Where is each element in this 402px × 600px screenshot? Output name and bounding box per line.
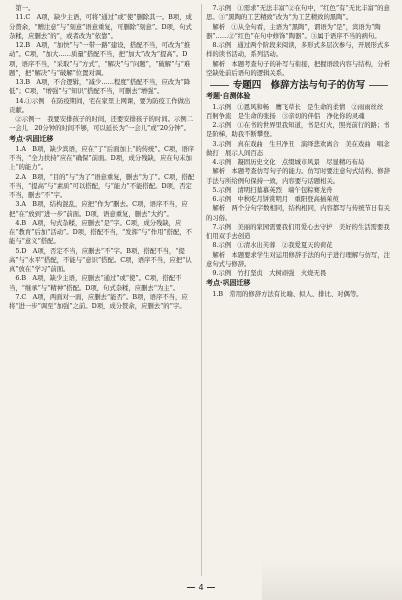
answer-paragraph: 6.B A项，缺少主语，应删去“通过”或“使”。C项，搭配不当，“继承”与“精神”搭配。D项，句式杂糅，应删去“为主”。 [9, 274, 182, 292]
answer-paragraph: 7.C A项，两面对一面，应删去“能否”。B项，语序不当，应将“进一步”调至“加强”之前。D项，成分赘余，应删去“的”字。 [9, 292, 188, 310]
answer-paragraph: 第一。 [15, 4, 35, 12]
answer-paragraph: 14.①示例 在防疫期间，宅在家里上网课，要为防疫工作做出贡献。 [9, 96, 191, 114]
answer-paragraph: 3.A B项，结构混乱，应把“作为”删去。C项，语序不当，应把“在”放到“进一步”前面。D项，语意重复，删去“大约”。 [9, 200, 188, 218]
answer-paragraph: 2.A B项，“目的”与“为了”语意重复，删去“为了”。C项，搭配不当，“提高”与“素质”可以搭配，与“能力”不能搭配。D项，否定不当，删去“不”字。 [9, 172, 195, 199]
answer-paragraph: 7.示例 ①需求”无法丰富”②在句中，“红色”有“无比丰富”的意思。③“黑陶的工艺精致”改为“为工艺精致的黑陶”。 [206, 4, 390, 22]
answer-paragraph: 1.B 常用的修辞方法有比喻、拟人、排比、对偶等。 [212, 289, 363, 298]
answer-paragraph: 5.示例 清明扫墓慕英烈 端午包粽赛龙舟 [212, 185, 333, 194]
page-number-dash-right [207, 587, 215, 588]
answer-paragraph: 解析 本题考查仿写句子的能力。仿写时要注意句式结构、修辞手法与所给例句保持一致，内容要与话题相关。 [206, 167, 390, 185]
chapter-title: 专题四 修辞方法与句子的仿写 [232, 80, 366, 91]
answer-paragraph: 9.示例 竹打坚贞 大树顽强 火烧无畏 [212, 269, 327, 277]
answer-paragraph: 解析 两个分句字数相同，结构相同，内容都写与传统节日有关的习俗。 [206, 204, 390, 222]
answer-paragraph: 解析 本题考查句子的补写与衔接，把握语段内容与结构，分析空缺处前后语句的逻辑关系。 [206, 59, 390, 77]
page-shadow [262, 560, 402, 600]
answer-paragraph: 2.示例 ①在书的世界里我知道，书是灯火，照亮前行的路；书是阶梯，助我不断攀登。 [206, 121, 390, 139]
answer-paragraph: 8.示例 ①清水出芙蓉 ②我爱夏天的荷花 [212, 241, 333, 250]
answer-paragraph: 12.B A项，“加快”与“一带一路”建设，搭配不当，可改为“推动”。C项，“加大……质量”搭配不当，把“加大”改为“提高”。D项，语序不当，“采取”与“方式”，“解决”与“问题”，“破解”与“难题”，把“解决”与“破解”位置对调。 [9, 41, 191, 77]
answer-paragraph: 11.C A项，缺少主语，可将“通过”或“使”删除其一。B项，成分赘余，“赠注意”与“刻意”语意重复，可删除“刻意”。D项，句式杂糅，应删去“的”，或者改为“依靠”。 [9, 13, 192, 40]
chapter-rule [369, 85, 388, 86]
chapter-heading [206, 81, 392, 90]
section-heading: 考点·巩固迁移 [206, 279, 251, 288]
section-heading: 考点·巩固迁移 [9, 134, 54, 143]
answer-paragraph: ②示例一 我要安排孩子的时间，还要安排孩子的时间。示例二 一会儿 20分钟的时间不够，可以延长为“一会儿”或“20分钟”。 [9, 115, 200, 133]
answer-paragraph: 5.D A项，否定不当，应删去“不”字。B项，搭配不当，“提高”与“水平”搭配，不能与“意识”搭配。C项，语序不当，应把“认真”放在“学习”前面。 [9, 246, 192, 273]
answer-paragraph: 解析 本题要求学生对运用修辞手法的句子进行理解与仿写，注意句式与修辞。 [206, 250, 390, 268]
page-number-dash-left [187, 587, 195, 588]
answer-paragraph: 6.示例 中秋吃月饼赏明月 重阳登高插茱萸 [212, 195, 339, 203]
answer-paragraph: 4.示例 凝固历史文化 点缀城市风景 尽显精巧布局 [212, 158, 365, 166]
left-column [9, 4, 200, 576]
answer-paragraph: 解析 ①从全句看，主语为“黑陶”，谓语为“是”，宾语为“陶器”……②“红色”在句中修饰“陶器”。③属于语序不当的病句。 [206, 22, 381, 40]
section-heading: 考题·自测体验 [206, 92, 251, 101]
chapter-rule [210, 85, 229, 86]
answer-paragraph: 8.示例 通过两个阶段来阅读，多形式多层次参与，开展形式多样的读书活动，系列活动。 [206, 41, 390, 59]
answer-paragraph: 3.示例 真在戏曲 生旦净丑 演绎悲欢离合 美在戏曲 唱念做打 展示人间百态 [206, 139, 390, 157]
answer-paragraph: 1.示例 ①恩风和畅 鹰飞草长 是生命的柔情 ②雨雨丝丝 百舸争流 是生命的张扬 ③亲切的伴侣 净化你的灵魂 [206, 102, 390, 120]
column-divider [201, 4, 202, 576]
right-column [206, 4, 392, 576]
answer-paragraph: 7.示例 美丽的家园需要我们用爱心去守护 美好的生活需要我们用双手去创造 [206, 222, 390, 240]
answer-paragraph: 1.A B项，缺少宾语，应在“了”后面加上“的传统”。C项，语序不当，“全力扶持”应在“确保”前面。D项，成分残缺，应在句末加上“的能力”。 [9, 144, 195, 172]
answer-paragraph: 13.B A项，不合逻辑，“减少……程度”搭配不当，应改为“降低”；C项，“增强”与“知识”搭配不当，可删去“增强”。 [9, 78, 191, 96]
answer-paragraph: 4.B A项，句式杂糅，应删去“是”字。C项，成分残缺，应在“教育”后加“活动”。D项，搭配不当，“发挥”与“作用”搭配，不能与“意义”搭配。 [9, 218, 192, 246]
page-number-text: 4 [198, 583, 204, 592]
